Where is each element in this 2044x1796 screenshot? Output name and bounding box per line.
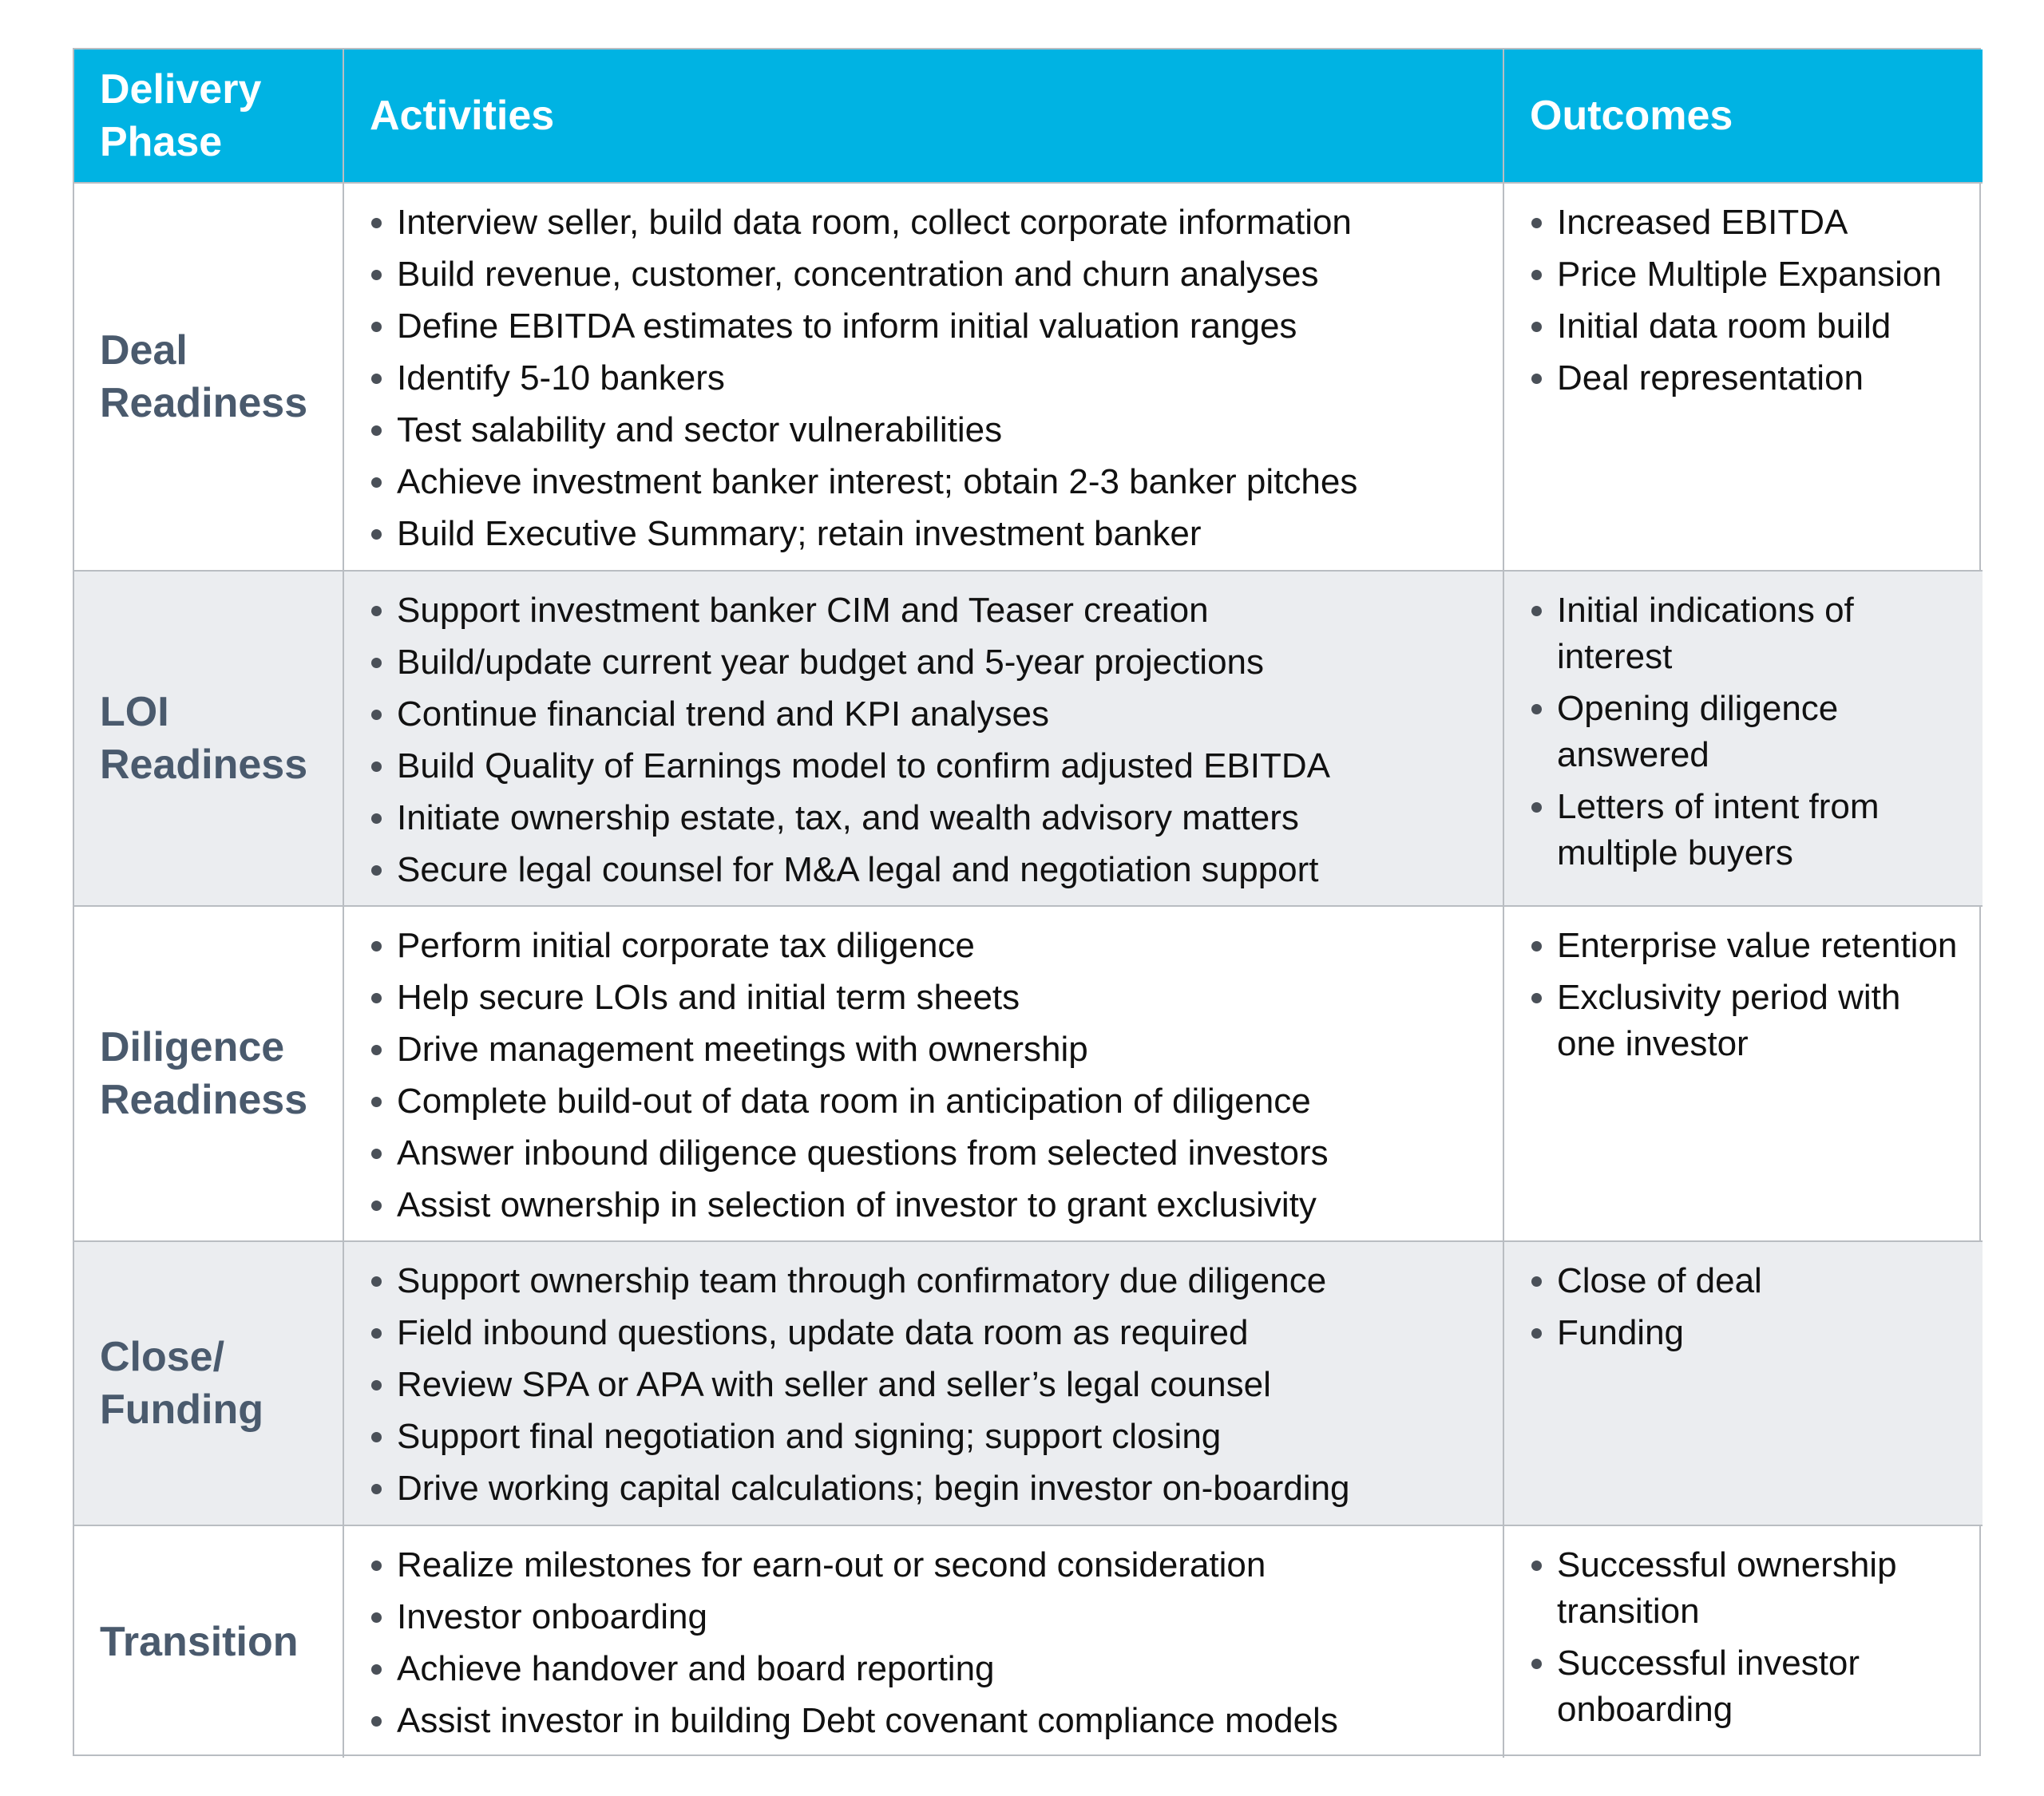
phase-name: Diligence Readiness	[100, 1024, 308, 1123]
bullet-icon	[371, 865, 382, 876]
phase-cell	[74, 907, 344, 1242]
phase-cell	[74, 1526, 344, 1758]
outcomes-cell-list	[1530, 1258, 1968, 1356]
activity-item	[370, 1027, 1488, 1073]
outcome-item-text: Successful investor onboarding	[1557, 1644, 1860, 1729]
activity-item-text: Build Executive Summary; retain investment banker	[397, 514, 1202, 553]
outcome-item	[1530, 1310, 1968, 1356]
outcome-item	[1530, 923, 1968, 969]
activity-item-text: Help secure LOIs and initial term sheets	[397, 978, 1020, 1017]
phase-cell	[74, 184, 344, 572]
outcome-item-text: Successful ownership transition	[1557, 1545, 1897, 1631]
bullet-icon	[371, 218, 382, 228]
bullet-icon	[371, 1149, 382, 1159]
header-delivery-phase	[74, 49, 344, 184]
header-outcomes-label: Outcomes	[1530, 93, 1733, 139]
activities-cell-list	[370, 200, 1488, 557]
outcome-item	[1530, 251, 1968, 298]
bullet-icon	[371, 1664, 382, 1675]
activity-item	[370, 1362, 1488, 1408]
outcomes-cell-list	[1530, 1542, 1968, 1733]
activity-item	[370, 200, 1488, 246]
activity-item	[370, 1466, 1488, 1512]
activity-item-text: Complete build-out of data room in anticipation of diligence	[397, 1082, 1311, 1121]
bullet-icon	[1531, 606, 1542, 616]
activities-cell	[344, 907, 1504, 1242]
bullet-icon	[371, 529, 382, 540]
activity-item-text: Realize milestones for earn-out or second consideration	[397, 1545, 1266, 1584]
activities-cell	[344, 1242, 1504, 1526]
activity-item-text: Answer inbound diligence questions from selected investors	[397, 1133, 1329, 1173]
outcome-item	[1530, 686, 1968, 778]
bullet-icon	[371, 374, 382, 384]
activities-cell	[344, 572, 1504, 907]
outcome-item-text: Initial indications of interest	[1557, 591, 1854, 676]
activity-item-text: Perform initial corporate tax diligence	[397, 926, 975, 965]
activities-cell-list	[370, 1258, 1488, 1512]
outcomes-cell	[1504, 184, 1983, 572]
activity-item-text: Achieve handover and board reporting	[397, 1649, 995, 1688]
bullet-icon	[1531, 218, 1542, 228]
activity-item	[370, 1594, 1488, 1640]
activity-item	[370, 1646, 1488, 1692]
bullet-icon	[371, 993, 382, 1003]
activity-item-text: Support investment banker CIM and Teaser creation	[397, 591, 1209, 630]
phase-cell	[74, 1242, 344, 1526]
header-outcomes	[1504, 49, 1983, 184]
activity-item	[370, 743, 1488, 789]
outcome-item	[1530, 200, 1968, 246]
outcome-item-text: Exclusivity period with one investor	[1557, 978, 1901, 1063]
activity-item	[370, 459, 1488, 505]
activity-item	[370, 1258, 1488, 1304]
activity-item	[370, 587, 1488, 634]
activity-item-text: Drive working capital calculations; begin investor on-boarding	[397, 1469, 1350, 1508]
bullet-icon	[1531, 802, 1542, 813]
activity-item-text: Identify 5-10 bankers	[397, 358, 725, 398]
header-activities	[344, 49, 1504, 184]
outcome-item	[1530, 355, 1968, 402]
activity-item-text: Support ownership team through confirmatory due diligence	[397, 1261, 1327, 1300]
activity-item	[370, 407, 1488, 453]
activity-item	[370, 795, 1488, 841]
bullet-icon	[371, 762, 382, 772]
bullet-icon	[1531, 1659, 1542, 1669]
activities-cell-list	[370, 1542, 1488, 1744]
bullet-icon	[371, 1612, 382, 1623]
bullet-icon	[1531, 941, 1542, 951]
activity-item	[370, 251, 1488, 298]
phase-name: Deal Readiness	[100, 327, 308, 426]
bullet-icon	[371, 1716, 382, 1727]
bullet-icon	[371, 322, 382, 332]
outcome-item	[1530, 1542, 1968, 1635]
activity-item-text: Define EBITDA estimates to inform initial valuation ranges	[397, 307, 1297, 346]
activity-item	[370, 1182, 1488, 1228]
outcomes-cell	[1504, 1242, 1983, 1526]
bullet-icon	[1531, 1561, 1542, 1571]
outcome-item-text: Price Multiple Expansion	[1557, 255, 1942, 294]
activity-item	[370, 511, 1488, 557]
outcome-item-text: Letters of intent from multiple buyers	[1557, 787, 1880, 872]
activity-item	[370, 1698, 1488, 1744]
bullet-icon	[371, 1045, 382, 1055]
activity-item	[370, 639, 1488, 686]
bullet-icon	[1531, 1276, 1542, 1287]
outcomes-cell	[1504, 572, 1983, 907]
bullet-icon	[1531, 993, 1542, 1003]
bullet-icon	[371, 1484, 382, 1494]
activity-item-text: Build Quality of Earnings model to confirm adjusted EBITDA	[397, 746, 1330, 785]
activity-item-text: Interview seller, build data room, collect corporate information	[397, 203, 1352, 242]
bullet-icon	[1531, 270, 1542, 280]
outcomes-cell-list	[1530, 587, 1968, 876]
activity-item-text: Investor onboarding	[397, 1597, 707, 1636]
bullet-icon	[371, 270, 382, 280]
outcome-item	[1530, 975, 1968, 1067]
activity-item-text: Build revenue, customer, concentration and churn analyses	[397, 255, 1319, 294]
phase-name: Transition	[100, 1619, 299, 1665]
activity-item-text: Test salability and sector vulnerabilities	[397, 410, 1003, 449]
activity-item-text: Drive management meetings with ownership	[397, 1030, 1088, 1069]
outcome-item	[1530, 1258, 1968, 1304]
bullet-icon	[371, 425, 382, 436]
bullet-icon	[371, 1328, 382, 1339]
outcomes-cell	[1504, 907, 1983, 1242]
outcome-item-text: Initial data room build	[1557, 307, 1891, 346]
outcomes-cell-list	[1530, 923, 1968, 1067]
outcome-item	[1530, 1640, 1968, 1733]
activity-item	[370, 303, 1488, 350]
bullet-icon	[371, 477, 382, 488]
activities-cell	[344, 184, 1504, 572]
bullet-icon	[1531, 322, 1542, 332]
bullet-icon	[371, 1097, 382, 1107]
activity-item	[370, 1130, 1488, 1177]
bullet-icon	[371, 1201, 382, 1211]
activity-item	[370, 691, 1488, 738]
outcome-item-text: Close of deal	[1557, 1261, 1762, 1300]
activity-item	[370, 1078, 1488, 1125]
outcome-item	[1530, 587, 1968, 680]
header-delivery-phase-label: Delivery Phase	[100, 66, 262, 165]
bullet-icon	[371, 813, 382, 824]
activity-item	[370, 355, 1488, 402]
activity-item-text: Initiate ownership estate, tax, and wealth advisory matters	[397, 798, 1299, 837]
activities-cell	[344, 1526, 1504, 1758]
activity-item-text: Assist ownership in selection of investor to grant exclusivity	[397, 1185, 1317, 1224]
activity-item	[370, 923, 1488, 969]
activities-cell-list	[370, 587, 1488, 893]
activity-item	[370, 1542, 1488, 1588]
phase-name: Close/ Funding	[100, 1334, 264, 1433]
header-activities-label: Activities	[370, 93, 555, 139]
outcome-item-text: Opening diligence answered	[1557, 689, 1839, 774]
outcome-item	[1530, 303, 1968, 350]
activity-item-text: Build/update current year budget and 5-year projections	[397, 643, 1265, 682]
activity-item-text: Secure legal counsel for M&A legal and negotiation support	[397, 850, 1319, 889]
activity-item-text: Field inbound questions, update data room as required	[397, 1313, 1249, 1352]
bullet-icon	[371, 1276, 382, 1287]
activity-item-text: Support final negotiation and signing; support closing	[397, 1417, 1222, 1456]
delivery-phase-table	[73, 48, 1981, 1756]
activity-item	[370, 975, 1488, 1021]
activity-item-text: Assist investor in building Debt covenant compliance models	[397, 1701, 1338, 1740]
bullet-icon	[1531, 1328, 1542, 1339]
bullet-icon	[371, 710, 382, 720]
bullet-icon	[371, 1432, 382, 1442]
activity-item-text: Achieve investment banker interest; obtain 2-3 banker pitches	[397, 462, 1358, 501]
bullet-icon	[1531, 704, 1542, 714]
outcome-item-text: Funding	[1557, 1313, 1685, 1352]
outcomes-cell	[1504, 1526, 1983, 1758]
bullet-icon	[371, 606, 382, 616]
activity-item	[370, 847, 1488, 893]
outcome-item-text: Deal representation	[1557, 358, 1864, 398]
phase-cell	[74, 572, 344, 907]
outcome-item	[1530, 784, 1968, 876]
outcomes-cell-list	[1530, 200, 1968, 402]
activity-item	[370, 1414, 1488, 1460]
activity-item	[370, 1310, 1488, 1356]
outcome-item-text: Increased EBITDA	[1557, 203, 1848, 242]
bullet-icon	[371, 1380, 382, 1391]
activity-item-text: Review SPA or APA with seller and seller’s legal counsel	[397, 1365, 1271, 1404]
bullet-icon	[371, 658, 382, 668]
phase-name: LOI Readiness	[100, 689, 308, 788]
bullet-icon	[1531, 374, 1542, 384]
bullet-icon	[371, 1561, 382, 1571]
activity-item-text: Continue financial trend and KPI analyses	[397, 694, 1049, 734]
activities-cell-list	[370, 923, 1488, 1228]
bullet-icon	[371, 941, 382, 951]
outcome-item-text: Enterprise value retention	[1557, 926, 1958, 965]
